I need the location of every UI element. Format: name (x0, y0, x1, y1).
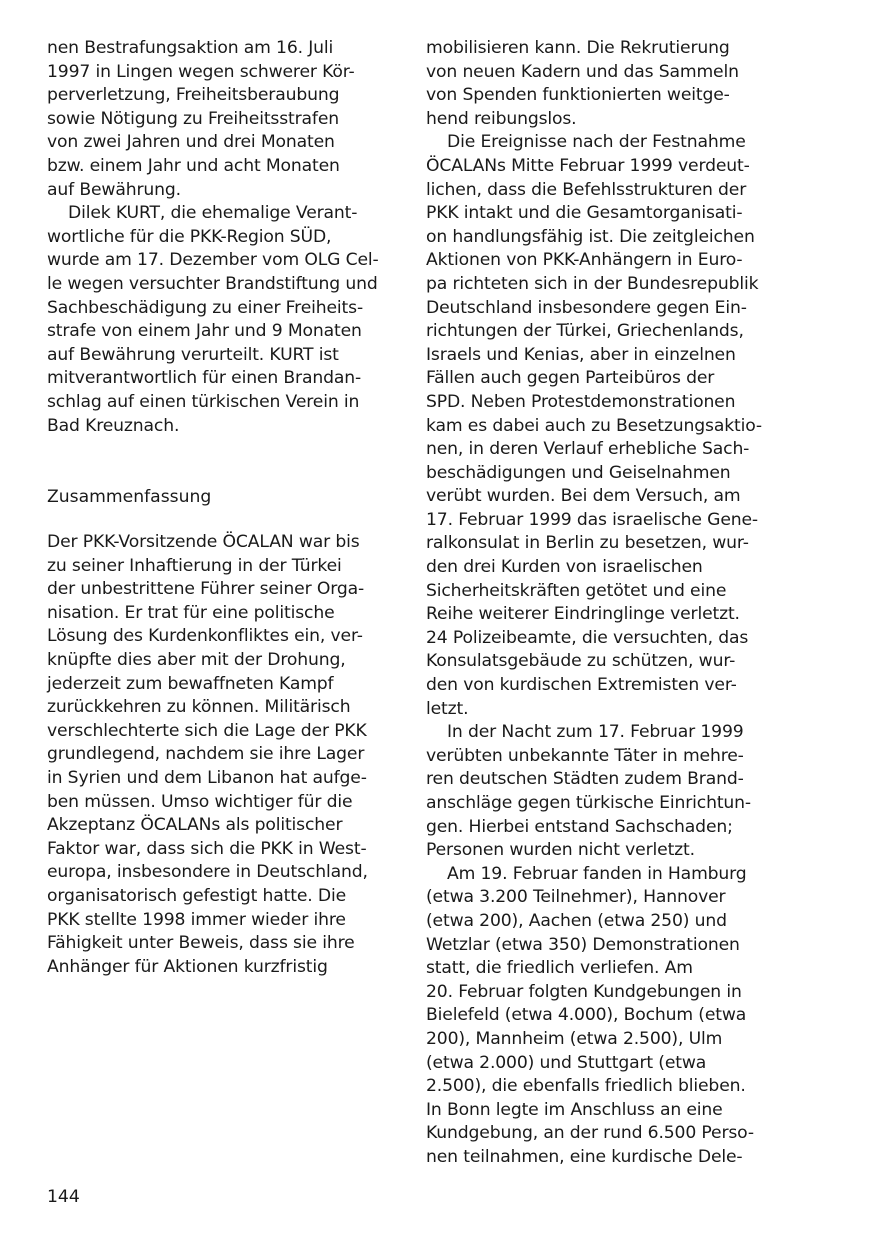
text-line: mitverantwortlich für einen Brandan- (47, 368, 362, 389)
left-column (47, 37, 397, 979)
text-line: SPD. Neben Protestdemonstrationen (426, 391, 736, 412)
text-line: pa richteten sich in der Bundesrepublik (426, 273, 759, 294)
text-line: statt, die friedlich verliefen. Am (426, 958, 693, 979)
text-line: perverletzung, Freiheitsberaubung (47, 85, 340, 106)
text-line: 20. Februar folgten Kundgebungen in (426, 981, 742, 1002)
right-column (426, 37, 776, 1170)
text-line: jederzeit zum bewaffneten Kampf (47, 673, 334, 694)
text-line: mobilisieren kann. Die Rekrutierung (426, 38, 730, 58)
text-line: le wegen versuchter Brandstiftung und (47, 273, 378, 294)
text-line: 2.500), die ebenfalls friedlich blieben. (426, 1076, 746, 1097)
text-line: Am 19. Februar fanden in Hamburg (447, 863, 747, 884)
text-line: organisatorisch gefestigt hatte. Die (47, 886, 347, 906)
text-line: in Syrien und dem Libanon hat aufge- (47, 768, 367, 789)
text-line: europa, insbesondere in Deutschland, (47, 862, 368, 883)
spacer (47, 438, 397, 485)
text-line: wurde am 17. Dezember vom OLG Cel- (47, 250, 379, 271)
text-line: PKK stellte 1998 immer wieder ihre (47, 909, 346, 930)
text-line: Sicherheitskräften getötet und eine (426, 580, 727, 601)
paragraph-mobilisieren (426, 37, 776, 131)
text-line: Deutschland insbesondere gegen Ein- (426, 297, 747, 318)
text-line: In Bonn legte im Anschluss an eine (426, 1099, 723, 1120)
text-line: Faktor war, dass sich die PKK in West- (47, 838, 367, 859)
text-line: Fähigkeit unter Beweis, dass sie ihre (47, 933, 355, 954)
paragraph-demonstrationen (426, 863, 776, 1170)
text-line: Sachbeschädigung zu einer Freiheits- (47, 297, 363, 318)
text-line: schlag auf einen türkischen Verein in (47, 391, 360, 412)
text-line: zurückkehren zu können. Militärisch (47, 697, 351, 718)
page-number: 144 (47, 1187, 80, 1207)
text-line: Bad Kreuznach. (47, 415, 180, 436)
text-line: den von kurdischen Extremisten ver- (426, 675, 737, 696)
text-line: ben müssen. Umso wichtiger für die (47, 791, 353, 812)
text-line: anschläge gegen türkische Einrichtun- (426, 793, 751, 813)
text-line: ren deutschen Städten zudem Brand- (426, 769, 744, 790)
text-line: Reihe weiterer Eindringlinge verletzt. (426, 604, 740, 625)
text-line: 24 Polizeibeamte, die versuchten, das (426, 627, 749, 648)
text-line: auf Bewährung verurteilt. KURT ist (47, 344, 339, 365)
text-line: hend reibungslos. (426, 108, 577, 129)
text-line: den drei Kurden von israelischen (426, 557, 703, 578)
text-line: knüpfte dies aber mit der Drohung, (47, 650, 346, 671)
text-line: gen. Hierbei entstand Sachschaden; (426, 816, 733, 837)
text-line: richtungen der Türkei, Griechenlands, (426, 321, 744, 342)
text-line: lichen, dass die Befehlsstrukturen der (426, 179, 747, 200)
text-line: auf Bewährung. (47, 179, 181, 200)
text-line: von zwei Jahren und drei Monaten (47, 132, 335, 153)
text-line: grundlegend, nachdem sie ihre Lager (47, 744, 365, 765)
text-line: Kundgebung, an der rund 6.500 Perso- (426, 1123, 754, 1144)
text-line: nisation. Er trat für eine politische (47, 602, 335, 623)
text-line: sowie Nötigung zu Freiheitsstrafen (47, 108, 339, 129)
text-line: Konsulatsgebäude zu schützen, wur- (426, 651, 736, 672)
text-line: nen, in deren Verlauf erhebliche Sach- (426, 439, 750, 460)
text-line: Der PKK-Vorsitzende ÖCALAN war bis (47, 532, 360, 553)
text-line: letzt. (426, 698, 469, 719)
text-line: zu seiner Inhaftierung in der Türkei (47, 555, 342, 576)
text-line: Israels und Kenias, aber in einzelnen (426, 344, 736, 365)
text-line: beschädigungen und Geiselnahmen (426, 462, 731, 483)
text-line: verschlechterte sich die Lage der PKK (47, 720, 367, 741)
text-line: Wetzlar (etwa 350) Demonstrationen (426, 934, 740, 955)
text-line: bzw. einem Jahr und acht Monaten (47, 155, 340, 176)
paragraph-dilek-kurt (47, 202, 397, 438)
text-line: 1997 in Lingen wegen schwerer Kör- (47, 61, 355, 82)
paragraph-zusammenfassung (47, 531, 397, 979)
text-line: (etwa 3.200 Teilnehmer), Hannover (426, 887, 726, 908)
text-line: Personen wurden nicht verletzt. (426, 840, 695, 861)
text-line: Anhänger für Aktionen kurzfristig (47, 956, 328, 977)
text-line: Dilek KURT, die ehemalige Verant- (68, 203, 358, 224)
paragraph-nacht (426, 721, 776, 863)
text-line: verübten unbekannte Täter in mehre- (426, 745, 744, 766)
text-line: der unbestrittene Führer seiner Orga- (47, 579, 365, 600)
text-line: ÖCALANs Mitte Februar 1999 verdeut- (426, 155, 750, 176)
text-line: 200), Mannheim (etwa 2.500), Ulm (426, 1028, 723, 1049)
spacer (47, 509, 397, 531)
text-line: on handlungsfähig ist. Die zeitgleichen (426, 226, 755, 247)
text-line: Akzeptanz ÖCALANs als politischer (47, 815, 343, 836)
text-line: kam es dabei auch zu Besetzungsaktio- (426, 415, 762, 436)
text-line: von Spenden funktionierten weitge- (426, 85, 730, 106)
text-line: Bielefeld (etwa 4.000), Bochum (etwa (426, 1005, 747, 1026)
text-line: von neuen Kadern und das Sammeln (426, 61, 739, 82)
text-line: nen teilnahmen, eine kurdische Dele- (426, 1146, 743, 1167)
text-line: strafe von einem Jahr und 9 Monaten (47, 321, 362, 342)
text-line: Aktionen von PKK-Anhängern in Euro- (426, 250, 743, 271)
text-line: Fällen auch gegen Parteibüros der (426, 368, 715, 389)
text-line: verübt wurden. Bei dem Versuch, am (426, 486, 741, 507)
text-line: nen Bestrafungsaktion am 16. Juli (47, 38, 334, 58)
text-line: Die Ereignisse nach der Festnahme (447, 132, 746, 153)
text-line: 17. Februar 1999 das israelische Gene- (426, 509, 758, 530)
section-heading: Zusammenfassung (47, 487, 212, 508)
paragraph-bestrafungsaktion (47, 37, 397, 202)
text-line: (etwa 2.000) und Stuttgart (etwa (426, 1052, 707, 1073)
text-line: ralkonsulat in Berlin zu besetzen, wur- (426, 533, 749, 554)
text-line: wortliche für die PKK-Region SÜD, (47, 226, 332, 247)
text-line: (etwa 200), Aachen (etwa 250) und (426, 910, 727, 931)
text-line: Lösung des Kurdenkonfliktes ein, ver- (47, 626, 363, 647)
text-line: PKK intakt und die Gesamtorganisati- (426, 203, 743, 224)
paragraph-ereignisse (426, 131, 776, 721)
text-line: In der Nacht zum 17. Februar 1999 (447, 722, 744, 743)
